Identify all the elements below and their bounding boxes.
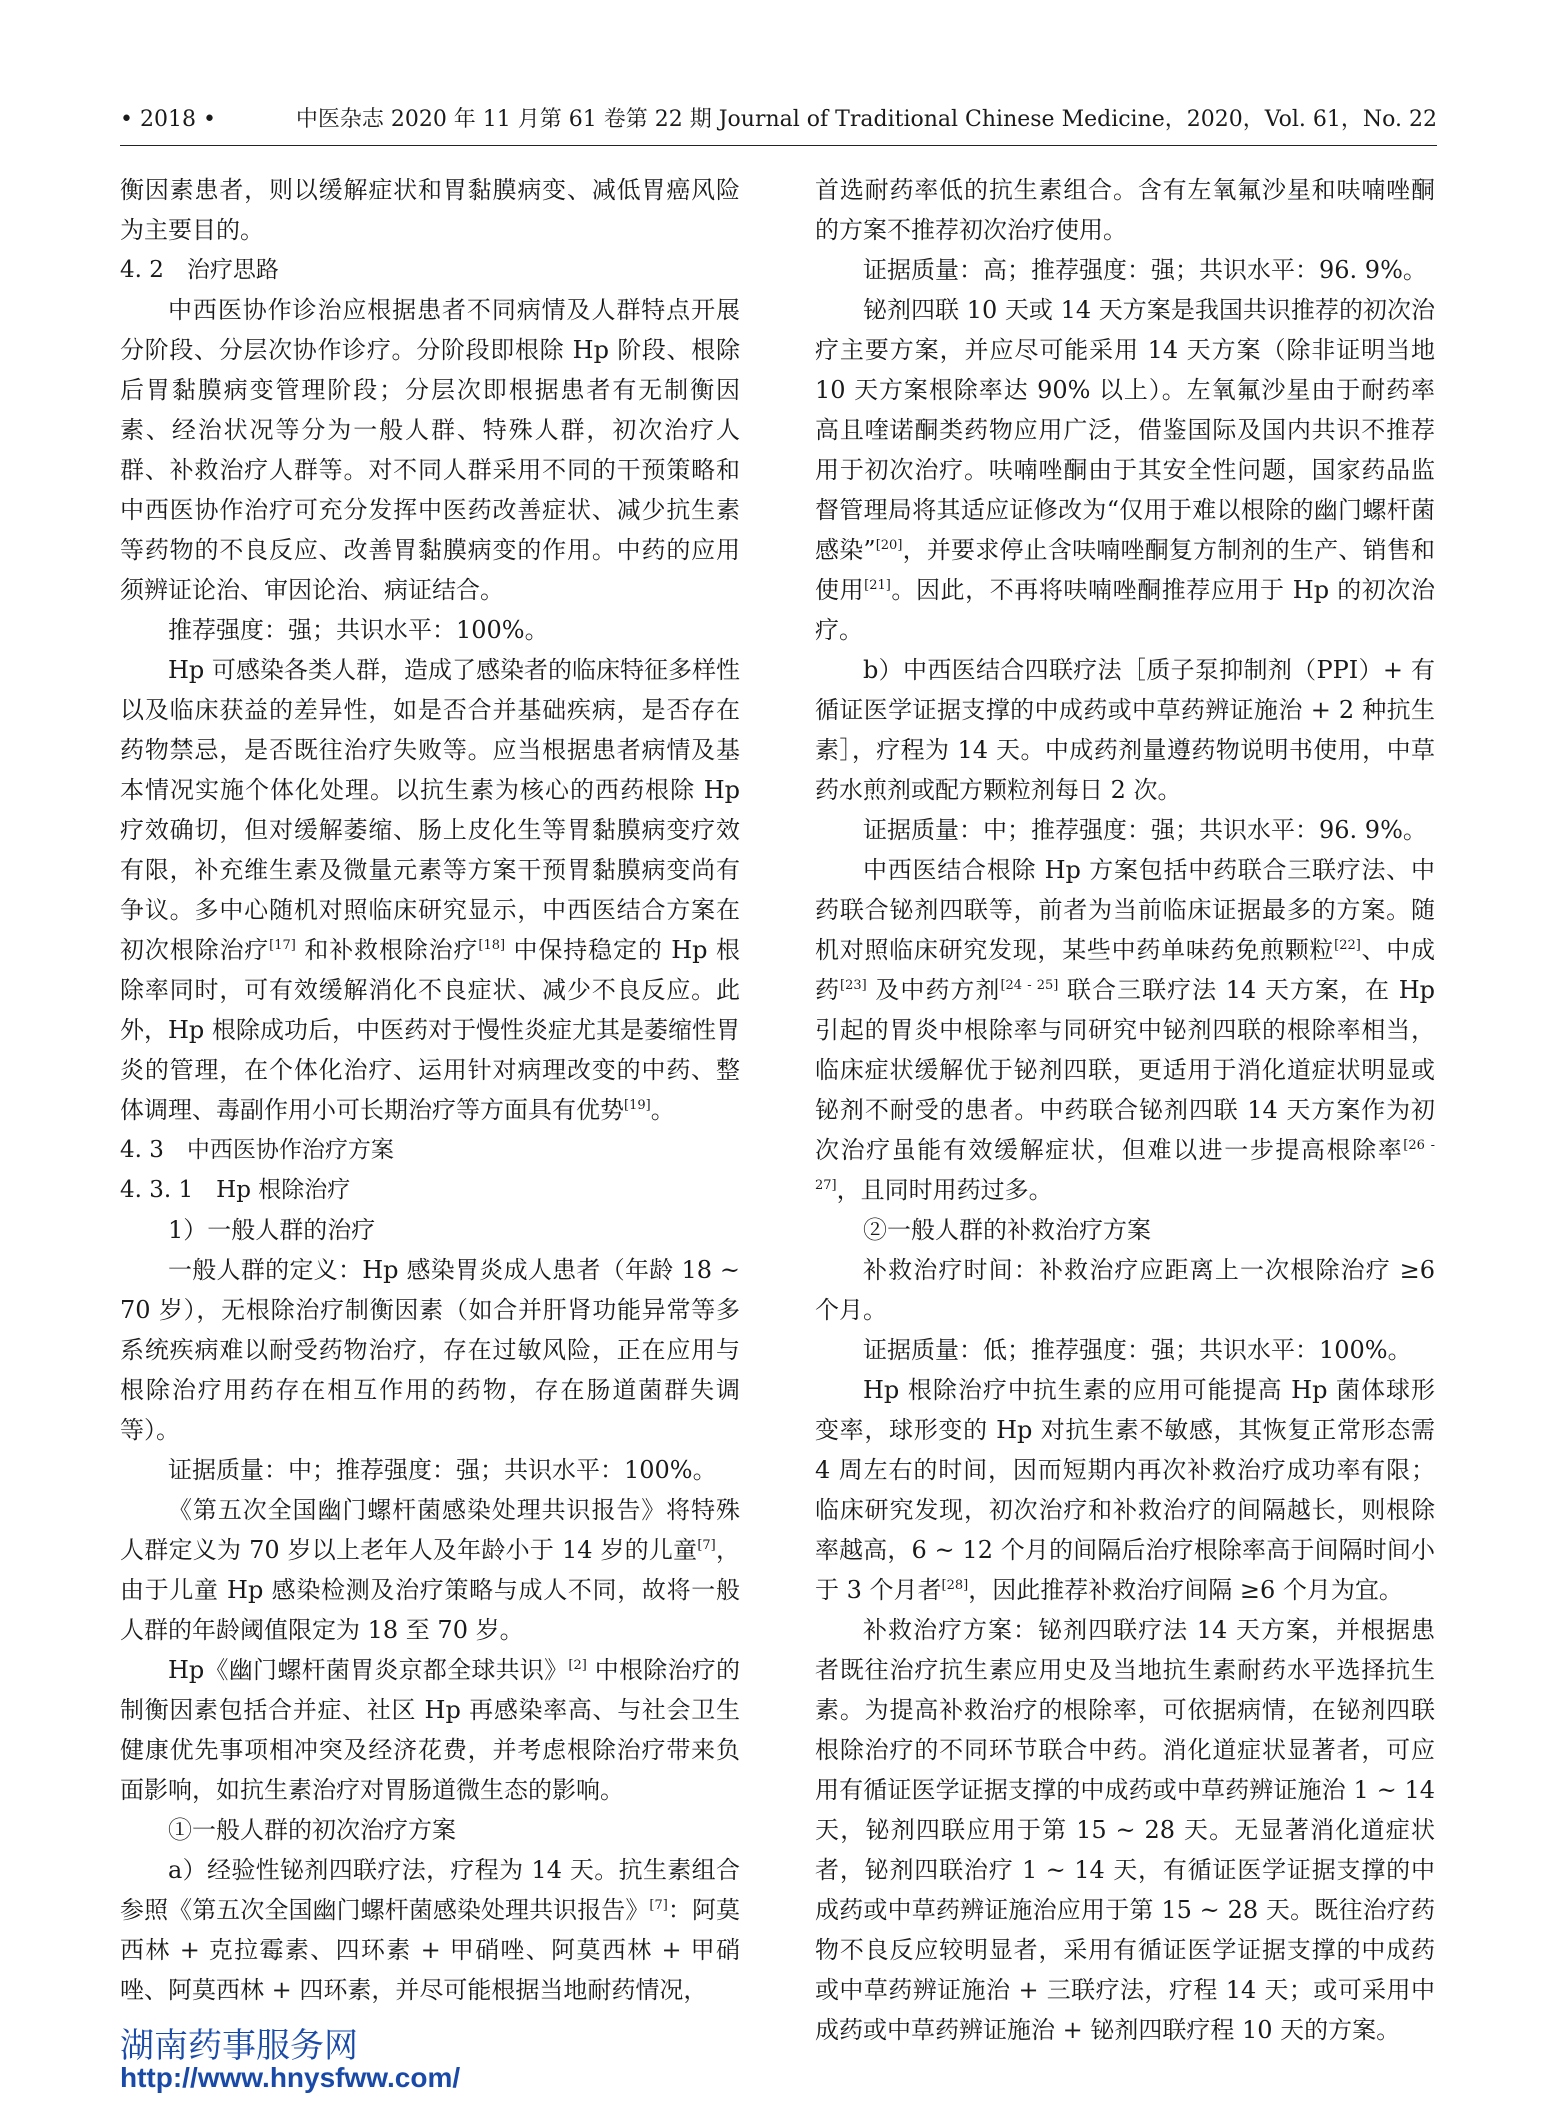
watermark-site-name: 湖南药事服务网 — [120, 2027, 358, 2065]
right-column — [815, 170, 1435, 2050]
citation-ref: [20] — [875, 538, 903, 553]
page-header — [120, 100, 1437, 140]
paragraph-continued: 首选耐药率低的抗生素组合。含有左氧氟沙星和呋喃唑酮的方案不推荐初次治疗使用。 — [815, 176, 1435, 244]
citation-ref: [24 - 25] — [1000, 978, 1059, 993]
paragraph: Hp《幽门螺杆菌胃炎京都全球共识》[2] 中根除治疗的制衡因素包括合并症、社区 Hp 再感染率高、与社会卫生健康优先事项相冲突及经济花费，并考虑根除治疗带来负面影响，如抗生素治疗对胃肠道微生态的影响。 — [120, 1656, 740, 1804]
paragraph: b）中西医结合四联疗法［质子泵抑制剂（PPI）+ 有循证医学证据支撑的中成药或中草药辨证施治 + 2 种抗生素］，疗程为 14 天。中成药剂量遵药物说明书使用，中草药水煎剂或配方颗粒剂每日 2 次。 — [815, 656, 1435, 804]
paragraph: 中西医协作诊治应根据患者不同病情及人群特点开展分阶段、分层次协作诊疗。分阶段即根除 Hp 阶段、根除后胃黏膜病变管理阶段；分层次即根据患者有无制衡因素、经治状况等分为一般人群、特殊人群，初次治疗人群、补救治疗人群等。对不同人群采用不同的干预策略和中西医协作治疗可充分发挥中医药改善症状、减少抗生素等药物的不良反应、改善胃黏膜病变的作用。中药的应用须辨证论治、审因论治、病证结合。 — [120, 296, 740, 604]
paragraph: 补救治疗时间：补救治疗应距离上一次根除治疗 ≥6 个月。 — [815, 1256, 1435, 1324]
citation-ref: [23] — [840, 978, 867, 993]
paragraph: 1）一般人群的治疗 — [168, 1216, 376, 1244]
paragraph: Hp 根除治疗中抗生素的应用可能提高 Hp 菌体球形变率，球形变的 Hp 对抗生素不敏感，其恢复正常形态需 4 周左右的时间，因而短期内再次补救治疗成功率有限；临床研究发现，初次治疗和补救治疗的间隔越长，则根除率越高，6 ~ 12 个月的间隔后治疗根除率高于间隔时间小于 3 个月者[28]，因此推荐补救治疗间隔 ≥6 个月为宜。 — [815, 1376, 1435, 1604]
paragraph: 推荐强度：强；共识水平：100%。 — [168, 616, 549, 644]
section-heading: 4. 2 治疗思路 — [120, 257, 279, 283]
citation-ref: [2] — [568, 1658, 587, 1673]
left-column — [120, 170, 740, 2010]
journal-citation: 中医杂志 2020 年 11 月第 61 卷第 22 期 Journal of Traditional Chinese Medicine，2020，Vol. 61，No. 22 — [295, 107, 1437, 132]
paragraph: ①一般人群的初次治疗方案 — [168, 1816, 456, 1844]
watermark-url[interactable]: http://www.hnysfww.com/ — [120, 2062, 461, 2093]
paragraph: Hp 可感染各类人群，造成了感染者的临床特征多样性以及临床获益的差异性，如是否合并基础疾病，是否存在药物禁忌，是否既往治疗失败等。应当根据患者病情及基本情况实施个体化处理。以抗生素为核心的西药根除 Hp 疗效确切，但对缓解萎缩、肠上皮化生等胃黏膜病变疗效有限，补充维生素及微量元素等方案干预胃黏膜病变尚有争议。多中心随机对照临床研究显示，中西医结合方案在初次根除治疗[17] 和补救根除治疗[18] 中保持稳定的 Hp 根除率同时，可有效缓解消化不良症状、减少不良反应。此外，Hp 根除成功后，中医药对于慢性炎症尤其是萎缩性胃炎的管理，在个体化治疗、运用针对病理改变的中药、整体调理、毒副作用小可长期治疗等方面具有优势[19]。 — [120, 656, 740, 1124]
paragraph: 证据质量：中；推荐强度：强；共识水平：96. 9%。 — [863, 816, 1427, 844]
paragraph: ②一般人群的补救治疗方案 — [863, 1216, 1151, 1244]
citation-ref: [28] — [941, 1578, 969, 1593]
citation-ref: [26 - 27] — [815, 1138, 1435, 1193]
paragraph: 铋剂四联 10 天或 14 天方案是我国共识推荐的初次治疗主要方案，并应尽可能采用 14 天方案（除非证明当地 10 天方案根除率达 90% 以上）。左氧氟沙星由于耐药率高且喹诺酮类药物应用广泛，借鉴国际及国内共识不推荐用于初次治疗。呋喃唑酮由于其安全性问题，国家药品监督管理局将其适应证修改为“仅用于难以根除的幽门螺杆菌感染”[20]，并要求停止含呋喃唑酮复方制剂的生产、销售和使用[21]。因此，不再将呋喃唑酮推荐应用于 Hp 的初次治疗。 — [815, 296, 1436, 644]
paragraph-continued: 衡因素患者，则以缓解症状和胃黏膜病变、减低胃癌风险为主要目的。 — [120, 176, 740, 244]
citation-ref: [21] — [864, 578, 891, 593]
section-heading: 4. 3 中西医协作治疗方案 — [120, 1137, 394, 1163]
citation-ref: [19] — [624, 1098, 651, 1113]
citation-ref: [7] — [649, 1898, 668, 1913]
citation-ref: [7] — [697, 1538, 716, 1553]
section-heading: 4. 3. 1 Hp 根除治疗 — [120, 1177, 351, 1203]
citation-ref: [18] — [478, 938, 506, 953]
paragraph: 补救治疗方案：铋剂四联疗法 14 天方案，并根据患者既往治疗抗生素应用史及当地抗生素耐药水平选择抗生素。为提高补救治疗的根除率，可依据病情，在铋剂四联根除治疗的不同环节联合中药。消化道症状显著者，可应用有循证医学证据支撑的中成药或中草药辨证施治 1 ~ 14 天，铋剂四联应用于第 15 ~ 28 天。无显著消化道症状者，铋剂四联治疗 1 ~ 14 天，有循证医学证据支撑的中成药或中草药辨证施治应用于第 15 ~ 28 天。既往治疗药物不良反应较明显者，采用有循证医学证据支撑的中成药或中草药辨证施治 + 三联疗法，疗程 14 天；或可采用中成药或中草药辨证施治 + 铋剂四联疗程 10 天的方案。 — [815, 1616, 1435, 2044]
paragraph: 证据质量：高；推荐强度：强；共识水平：96. 9%。 — [863, 256, 1427, 284]
paragraph: 《第五次全国幽门螺杆菌感染处理共识报告》将特殊人群定义为 70 岁以上老年人及年龄小于 14 岁的儿童[7]，由于儿童 Hp 感染检测及治疗策略与成人不同，故将一般人群的年龄阈值限定为 18 至 70 岁。 — [120, 1496, 741, 1644]
paragraph: 中西医结合根除 Hp 方案包括中药联合三联疗法、中药联合铋剂四联等，前者为当前临床证据最多的方案。随机对照临床研究发现，某些中药单味药免煎颗粒[22]、中成药[23] 及中药方剂[24 - 25] 联合三联疗法 14 天方案，在 Hp 引起的胃炎中根除率与同研究中铋剂四联的根除率相当，临床症状缓解优于铋剂四联，更适用于消化道症状明显或铋剂不耐受的患者。中药联合铋剂四联 14 天方案作为初次治疗虽能有效缓解症状，但难以进一步提高根除率[26 - 27]，且同时用药过多。 — [815, 856, 1436, 1204]
paragraph: a）经验性铋剂四联疗法，疗程为 14 天。抗生素组合参照《第五次全国幽门螺杆菌感染处理共识报告》[7]：阿莫西林 + 克拉霉素、四环素 + 甲硝唑、阿莫西林 + 甲硝唑、阿莫西林 + 四环素，并尽可能根据当地耐药情况， — [120, 1856, 741, 2004]
paragraph: 证据质量：低；推荐强度：强；共识水平：100%。 — [863, 1336, 1412, 1364]
page-number: • 2018 • — [120, 107, 216, 132]
paragraph: 一般人群的定义：Hp 感染胃炎成人患者（年龄 18 ~ 70 岁），无根除治疗制衡因素（如合并肝肾功能异常等多系统疾病难以耐受药物治疗，存在过敏风险，正在应用与根除治疗用药存在相互作用的药物，存在肠道菌群失调等）。 — [120, 1256, 740, 1444]
paragraph: 证据质量：中；推荐强度：强；共识水平：100%。 — [168, 1456, 717, 1484]
citation-ref: [17] — [269, 938, 296, 953]
header-rule — [120, 145, 1437, 146]
citation-ref: [22] — [1334, 938, 1361, 953]
